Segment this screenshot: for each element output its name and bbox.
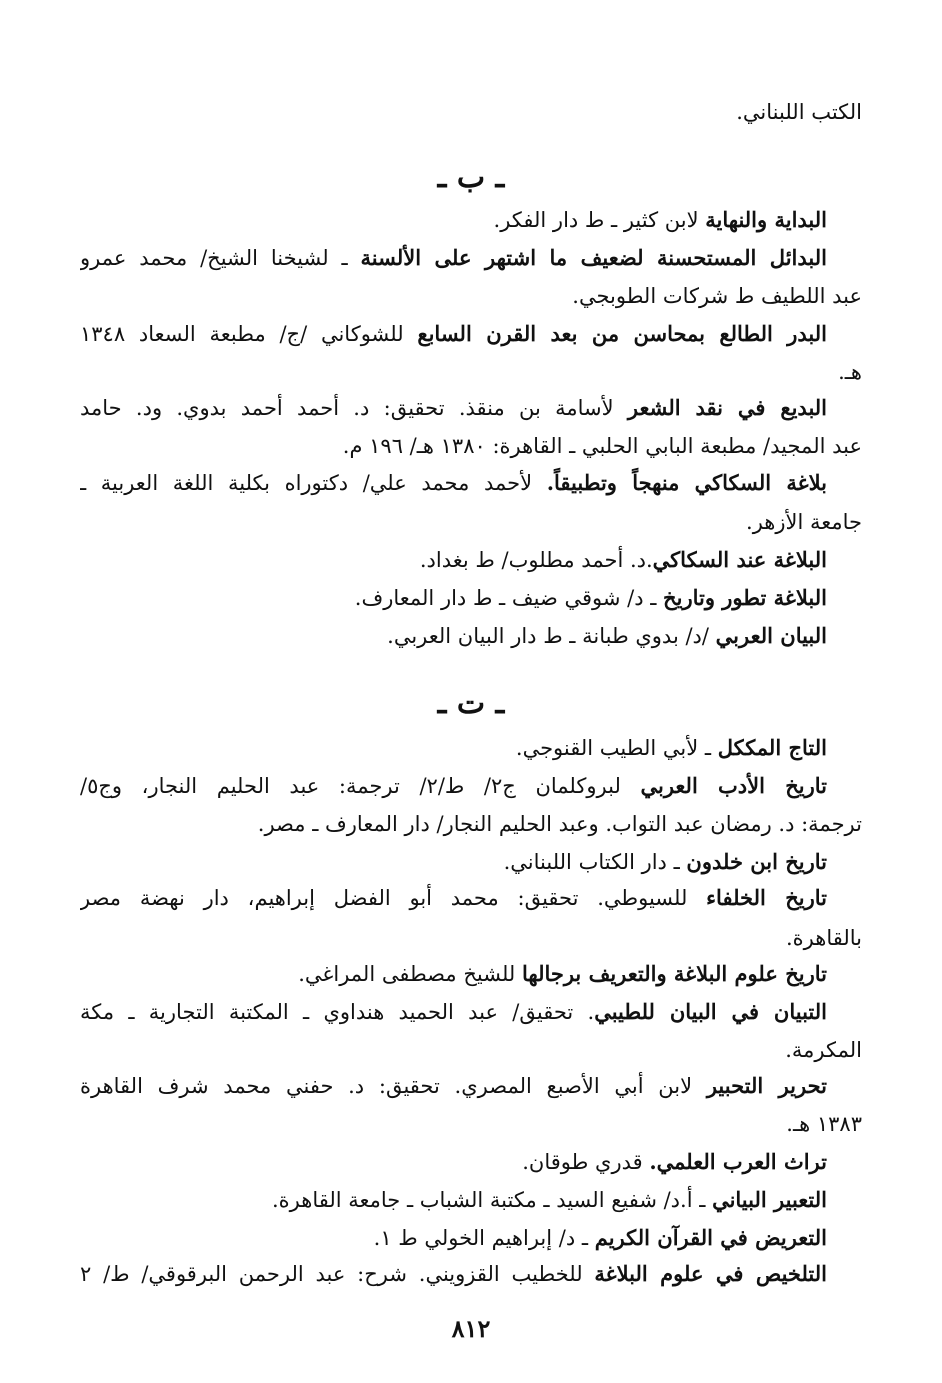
entry-line-3: البدائل المستحسنة لضعيف ما اشتهر على الألسنة ـ لشيخنا الشيخ/ محمد عمرو xyxy=(80,245,827,270)
entry-line-19: بالقاهرة. xyxy=(785,926,862,950)
entry-line-16: ترجمة: د. رمضان عبد التواب. وعبد الحليم النجار/ دار المعارف ـ مصر. xyxy=(257,812,862,836)
entry-line-5: البدر الطالع بمحاسن من بعد القرن السابع للشوكاني /ج/ مطبعة السعاد ١٣٤٨ xyxy=(80,321,827,346)
page-number: ٨١٢ xyxy=(451,1314,491,1343)
entry-line-11: البلاغة عند السكاكي.د. أحمد مطلوب/ ط بغداد. xyxy=(419,547,827,572)
entry-line-14: التاج المككل ـ لأبي الطيب القنوجي. xyxy=(515,735,827,760)
entry-line-26: التعبير البياني ـ أ.د/ شفيع السيد ـ مكتبة الشباب ـ جامعة القاهرة. xyxy=(271,1187,827,1212)
entry-line-18: تاريخ الخلفاء للسيوطي. تحقيق: محمد أبو الفضل إبراهيم، دار نهضة مصر xyxy=(80,885,827,910)
entry-line-17: تاريخ ابن خلدون ـ دار الكتاب اللبناني. xyxy=(503,849,827,874)
entry-line-24: ١٣٨٣ هـ. xyxy=(786,1112,862,1136)
entry-line-6: هـ. xyxy=(838,360,862,384)
entry-line-10: جامعة الأزهر. xyxy=(746,510,862,534)
entry-line-2: البداية والنهاية لابن كثير ـ ط دار الفكر. xyxy=(493,207,827,232)
entry-line-27: التعريض في القرآن الكريم ـ د/ إبراهيم الخولي ط ١. xyxy=(373,1225,827,1250)
entry-line-15: تاريخ الأدب العربي لبروكلمان ج٢/ ط/٢/ ترجمة: عبد الحليم النجار، وج٥/ xyxy=(80,773,827,798)
entry-line-20: تاريخ علوم البلاغة والتعريف برجالها للشيخ مصطفى المراغي. xyxy=(298,961,827,986)
entry-line-4: عبد اللطيف ط شركات الطوبجي. xyxy=(572,284,862,308)
entry-line-21: التبيان في البيان للطيبي. تحقيق/ عبد الحميد هنداوي ـ المكتبة التجارية ـ مكة xyxy=(80,999,827,1024)
section-heading-ta: ـ ت ـ xyxy=(437,686,505,721)
entry-line-1: الكتب اللبناني. xyxy=(736,100,862,124)
entry-line-28: التلخيص في علوم البلاغة للخطيب القزويني. شرح: عبد الرحمن البرقوقي/ ط/ ٢ xyxy=(80,1261,827,1286)
entry-line-9: بلاغة السكاكي منهجاً وتطبيقاً. لأحمد محمد علي/ دكتوراه بكلية اللغة العربية ـ xyxy=(80,470,827,495)
entry-line-23: تحرير التحبير لابن أبي الأصبع المصري. تحقيق: د. حفني محمد شرف القاهرة xyxy=(80,1073,827,1098)
entry-line-8: عبد المجيد/ مطبعة البابي الحلبي ـ القاهرة: ١٣٨٠ هـ/ ١٩٦ م. xyxy=(342,434,862,458)
entry-line-25: تراث العرب العلمي. قدري طوقان. xyxy=(522,1149,827,1174)
entry-line-12: البلاغة تطور وتاريخ ـ د/ شوقي ضيف ـ ط دار المعارف. xyxy=(354,585,827,610)
entry-line-22: المكرمة. xyxy=(785,1038,862,1062)
entry-line-7: البديع في نقد الشعر لأسامة بن منقذ. تحقيق: د. أحمد أحمد بدوي. ود. حامد xyxy=(80,395,827,420)
section-heading-ba: ـ ب ـ xyxy=(437,160,505,195)
entry-line-13: البيان العربي /د/ بدوي طبانة ـ ط دار البيان العربي. xyxy=(387,623,827,648)
